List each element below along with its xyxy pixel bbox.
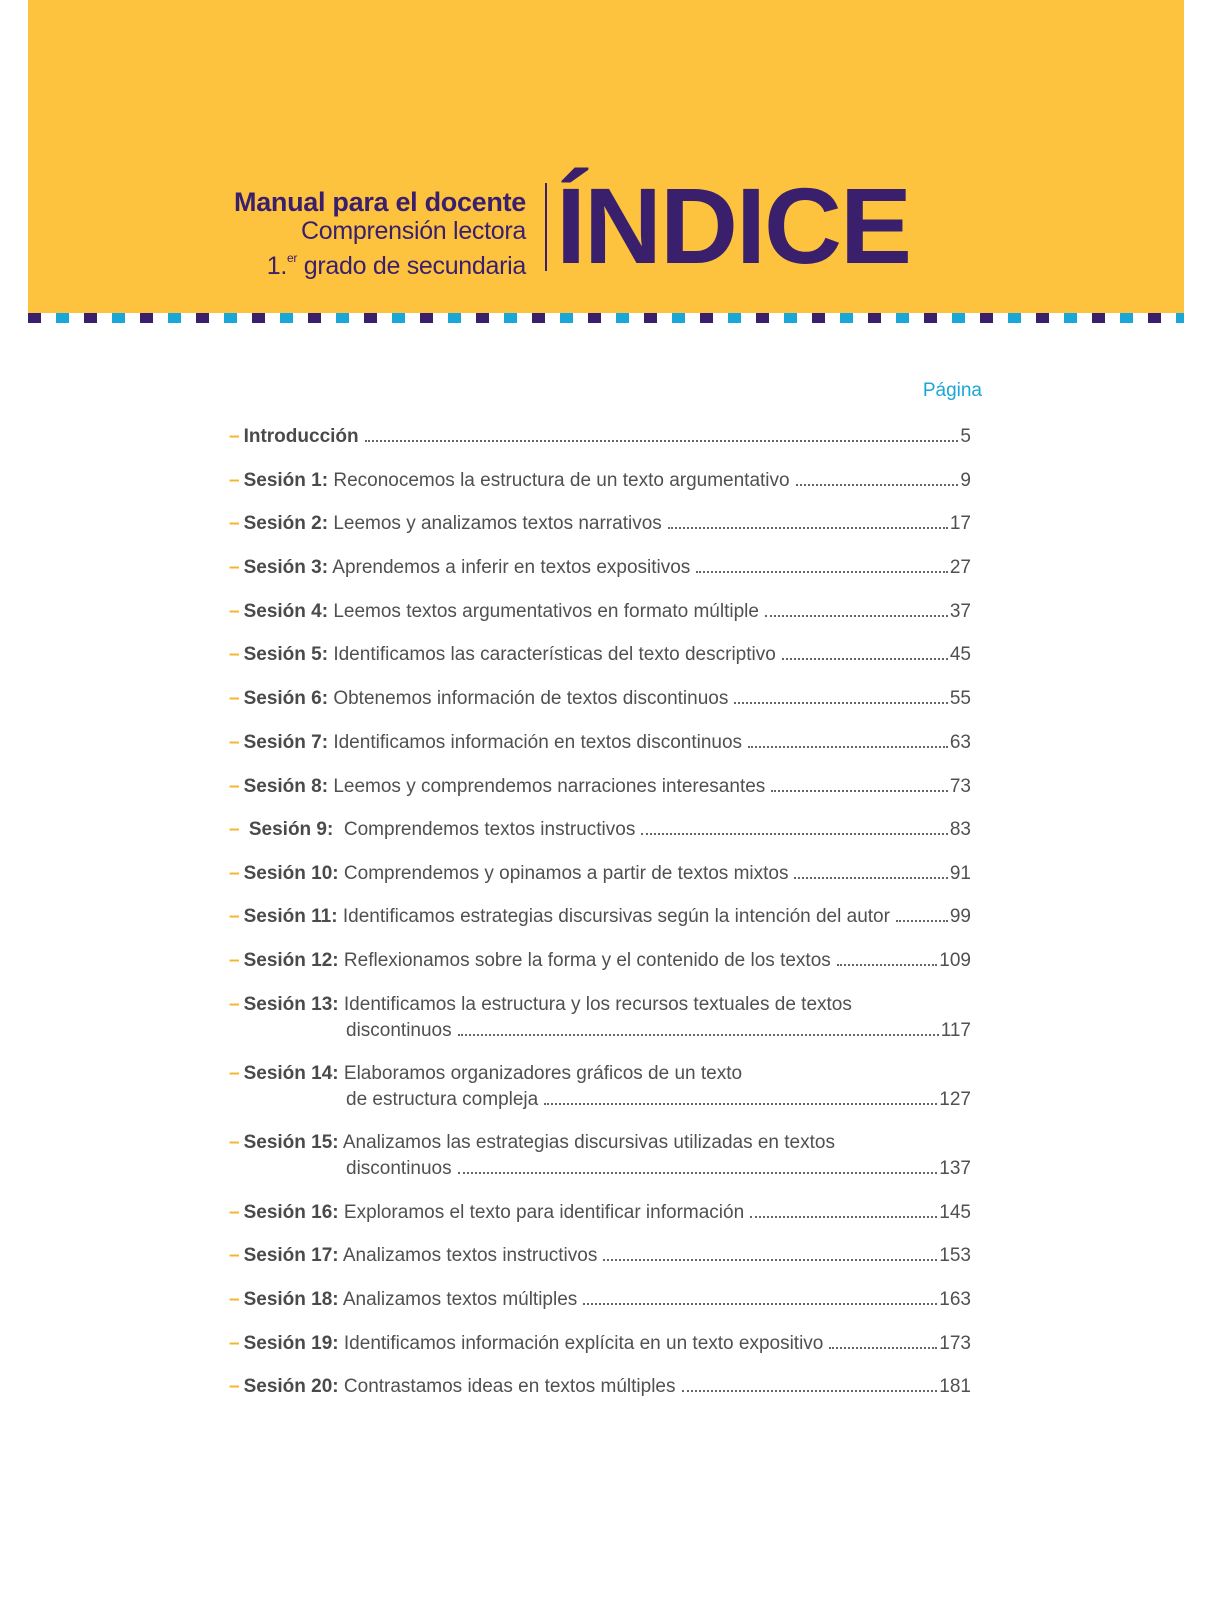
toc-entry[interactable] xyxy=(229,1374,971,1400)
toc-entry[interactable] xyxy=(229,511,971,537)
dot-leader xyxy=(734,702,948,704)
session-title: Identificamos información explícita en un texto expositivo xyxy=(338,1333,824,1354)
dot-leader xyxy=(682,1390,938,1392)
session-title: Identificamos estrategias discursivas según la intención del autor xyxy=(337,906,890,927)
session-title: Leemos textos argumentativos en formato múltiple xyxy=(328,601,759,622)
session-label: Sesión 13: xyxy=(243,994,339,1015)
session-label: Sesión 16: xyxy=(243,1202,339,1223)
page-number: 63 xyxy=(949,732,971,753)
dot-leader xyxy=(748,746,948,748)
page-number: 5 xyxy=(960,426,971,447)
toc-entry[interactable] xyxy=(229,817,971,843)
session-label: Sesión 4: xyxy=(243,601,329,622)
toc-entry[interactable] xyxy=(229,468,971,494)
toc-entry[interactable] xyxy=(229,686,971,712)
session-title: Comprendemos y opinamos a partir de textos mixtos xyxy=(338,863,789,884)
page-number: 73 xyxy=(949,776,971,797)
bullet-dash: – xyxy=(229,950,240,971)
toc-entry[interactable] xyxy=(229,1287,971,1313)
page-number: 9 xyxy=(960,470,971,491)
dot-leader xyxy=(765,615,948,617)
session-label: Sesión 15: xyxy=(243,1132,339,1153)
dot-leader xyxy=(796,484,959,486)
bullet-dash: – xyxy=(229,1132,240,1153)
toc-entry[interactable] xyxy=(229,904,971,930)
toc-entry[interactable] xyxy=(229,1331,971,1357)
toc-entry[interactable] xyxy=(229,948,971,974)
session-title: Contrastamos ideas en textos múltiples xyxy=(338,1376,676,1397)
dot-leader xyxy=(365,440,959,442)
book-info xyxy=(234,186,526,280)
toc-entry[interactable] xyxy=(229,642,971,668)
session-label: Sesión 3: xyxy=(243,557,329,578)
header-divider xyxy=(545,183,547,271)
page-number: 117 xyxy=(940,1020,971,1041)
session-title: Leemos y analizamos textos narrativos xyxy=(328,513,662,534)
bullet-dash: – xyxy=(229,644,240,665)
toc-entry[interactable] xyxy=(229,730,971,756)
page-number: 91 xyxy=(949,863,971,884)
session-title-continued: discontinuos xyxy=(346,1158,452,1179)
dot-leader xyxy=(896,920,948,922)
page-number: 127 xyxy=(939,1089,971,1110)
session-title: Analizamos textos múltiples xyxy=(338,1289,578,1310)
session-title: Reflexionamos sobre la forma y el contenido de los textos xyxy=(338,950,831,971)
bullet-dash: – xyxy=(229,732,240,753)
toc-entry[interactable] xyxy=(229,1130,971,1182)
session-title: Identificamos información en textos discontinuos xyxy=(328,732,743,753)
session-label: Sesión 17: xyxy=(243,1245,339,1266)
session-title: Aprendemos a inferir en textos expositivos xyxy=(328,557,691,578)
session-title: Identificamos la estructura y los recursos textuales de textos xyxy=(338,994,852,1015)
manual-title: Manual para el docente xyxy=(234,187,526,217)
dot-leader xyxy=(771,790,948,792)
session-label: Sesión 20: xyxy=(243,1376,339,1397)
page-number: 37 xyxy=(949,601,971,622)
bullet-dash: – xyxy=(229,1202,240,1223)
dot-leader xyxy=(837,964,938,966)
toc-entry[interactable] xyxy=(229,774,971,800)
dot-leader xyxy=(782,658,948,660)
dot-leader xyxy=(668,527,948,529)
dot-leader xyxy=(458,1172,938,1174)
session-title-continued: discontinuos xyxy=(346,1020,452,1041)
toc-entry[interactable] xyxy=(229,555,971,581)
toc-entry[interactable] xyxy=(229,424,971,450)
session-label: Sesión 10: xyxy=(243,863,339,884)
bullet-dash: – xyxy=(229,1376,240,1397)
page-column-label: Página xyxy=(922,380,982,401)
bullet-dash: – xyxy=(229,513,240,534)
page-title: ÍNDICE xyxy=(556,165,911,286)
toc-entry[interactable] xyxy=(229,1200,971,1226)
page-number: 163 xyxy=(939,1289,971,1310)
bullet-dash: – xyxy=(229,557,240,578)
session-label: Sesión 11: xyxy=(243,906,338,927)
dot-leader xyxy=(583,1303,937,1305)
session-title: Reconocemos la estructura de un texto argumentativo xyxy=(328,470,790,491)
bullet-dash: – xyxy=(229,1289,240,1310)
page-number: 145 xyxy=(939,1202,971,1223)
page-number: 153 xyxy=(939,1245,971,1266)
decorative-stripe xyxy=(28,313,1184,323)
toc-entry[interactable] xyxy=(229,599,971,625)
session-label: Sesión 18: xyxy=(243,1289,339,1310)
dot-leader xyxy=(750,1216,937,1218)
toc-entry[interactable] xyxy=(229,861,971,887)
bullet-dash: – xyxy=(229,1333,240,1354)
session-label: Sesión 6: xyxy=(243,688,329,709)
session-title: Elaboramos organizadores gráficos de un texto xyxy=(338,1063,743,1084)
session-label: Sesión 1: xyxy=(243,470,329,491)
session-title-continued: de estructura compleja xyxy=(346,1089,539,1110)
bullet-dash: – xyxy=(229,1063,240,1084)
bullet-dash: – xyxy=(229,601,240,622)
dot-leader xyxy=(603,1259,937,1261)
bullet-dash: – xyxy=(229,470,240,491)
bullet-dash: – xyxy=(229,906,240,927)
page-number: 99 xyxy=(949,906,971,927)
dot-leader xyxy=(544,1103,937,1105)
session-label: Sesión 9: xyxy=(243,819,334,840)
toc-entry[interactable] xyxy=(229,1061,971,1113)
bullet-dash: – xyxy=(229,863,240,884)
page-number: 45 xyxy=(949,644,971,665)
session-label: Sesión 14: xyxy=(243,1063,339,1084)
grade-title: 1.$^{er}$ grado de secundaria xyxy=(266,251,526,280)
bullet-dash: – xyxy=(229,1245,240,1266)
bullet-dash: – xyxy=(229,819,240,840)
page-number: 55 xyxy=(949,688,971,709)
dot-leader xyxy=(641,833,948,835)
session-title: Exploramos el texto para identificar información xyxy=(338,1202,745,1223)
page-number: 181 xyxy=(939,1376,971,1397)
page-number: 137 xyxy=(939,1158,971,1179)
session-title: Leemos y comprendemos narraciones interesantes xyxy=(328,776,766,797)
session-title: Comprendemos textos instructivos xyxy=(333,819,636,840)
session-label: Sesión 5: xyxy=(243,644,329,665)
bullet-dash: – xyxy=(229,426,240,447)
toc-entry[interactable] xyxy=(229,992,971,1044)
page-number: 83 xyxy=(949,819,971,840)
session-label: Sesión 8: xyxy=(243,776,329,797)
session-label: Sesión 12: xyxy=(243,950,339,971)
page-number: 27 xyxy=(949,557,971,578)
session-label: Sesión 19: xyxy=(243,1333,339,1354)
page-number: 173 xyxy=(939,1333,971,1354)
dot-leader xyxy=(829,1347,937,1349)
session-label: Sesión 7: xyxy=(243,732,329,753)
bullet-dash: – xyxy=(229,776,240,797)
bullet-dash: – xyxy=(229,688,240,709)
toc-entry[interactable] xyxy=(229,1243,971,1269)
dot-leader xyxy=(696,571,948,573)
dot-leader xyxy=(794,877,947,879)
session-title: Analizamos textos instructivos xyxy=(338,1245,598,1266)
page-number: 109 xyxy=(939,950,971,971)
page-number: 17 xyxy=(949,513,971,534)
session-label: Sesión 2: xyxy=(243,513,329,534)
session-title: Analizamos las estrategias discursivas utilizadas en textos xyxy=(338,1132,835,1153)
dot-leader xyxy=(458,1034,939,1036)
session-label: Introducción xyxy=(243,426,359,447)
subject-title: Comprensión lectora xyxy=(301,217,526,245)
bullet-dash: – xyxy=(229,994,240,1015)
session-title: Identificamos las características del texto descriptivo xyxy=(328,644,776,665)
session-title: Obtenemos información de textos discontinuos xyxy=(328,688,729,709)
